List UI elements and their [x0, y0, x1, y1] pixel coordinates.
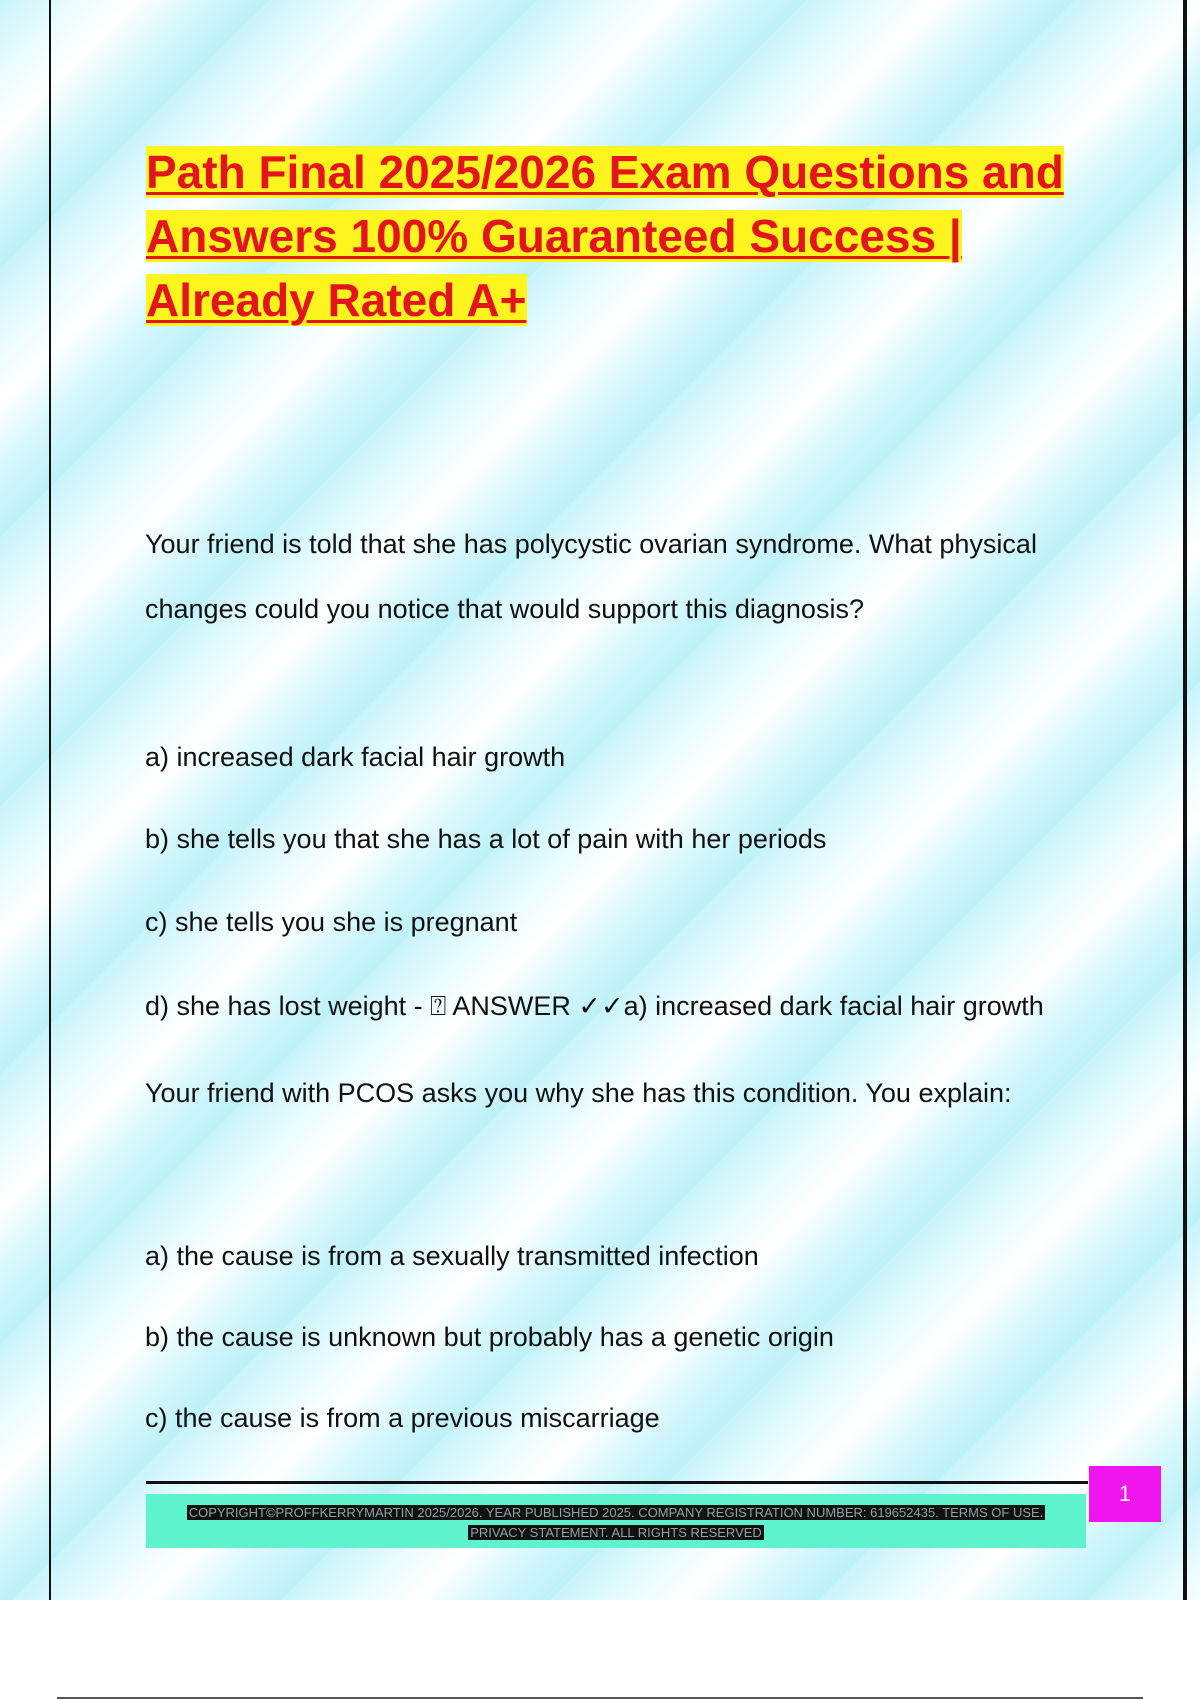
- page-border-left: [49, 0, 51, 1600]
- question-1-option-a: a) increased dark facial hair growth: [145, 742, 566, 772]
- copyright-line-2: PRIVACY STATEMENT. ALL RIGHTS RESERVED: [470, 1525, 762, 1540]
- document-title-text: Path Final 2025/2026 Exam Questions and Answers 100% Guaranteed Success | Already Rated A+: [146, 146, 1064, 326]
- question-2-option-b: b) the cause is unknown but probably has a genetic origin: [145, 1322, 834, 1352]
- page-border-right: [1183, 0, 1187, 1600]
- copyright-footer: [146, 1494, 1086, 1548]
- document-title: [146, 140, 1096, 332]
- next-page-rule: [57, 1697, 1143, 1699]
- question-1-option-c: c) she tells you she is pregnant: [145, 907, 518, 937]
- question-1-option-d-answer: d) she has lost weight - ⍰ ANSWER ✓✓a) increased dark facial hair growth: [145, 991, 1044, 1021]
- question-2-option-c: c) the cause is from a previous miscarriage: [145, 1403, 660, 1433]
- question-2-option-a: a) the cause is from a sexually transmitted infection: [145, 1241, 759, 1271]
- copyright-line-1: COPYRIGHT©PROFFKERRYMARTIN 2025/2026. YEAR PUBLISHED 2025. COMPANY REGISTRATION NUMBER: 619652435. TERMS OF USE.: [188, 1505, 1044, 1520]
- question-2-prompt: Your friend with PCOS asks you why she has this condition. You explain:: [145, 1078, 1012, 1108]
- page-number: 1: [1089, 1466, 1161, 1522]
- footer-rule: [146, 1481, 1088, 1484]
- question-1-option-b: b) she tells you that she has a lot of pain with her periods: [145, 824, 827, 854]
- question-1-prompt: Your friend is told that she has polycystic ovarian syndrome. What physical changes could you notice that would support this diagnosis?: [145, 529, 1037, 624]
